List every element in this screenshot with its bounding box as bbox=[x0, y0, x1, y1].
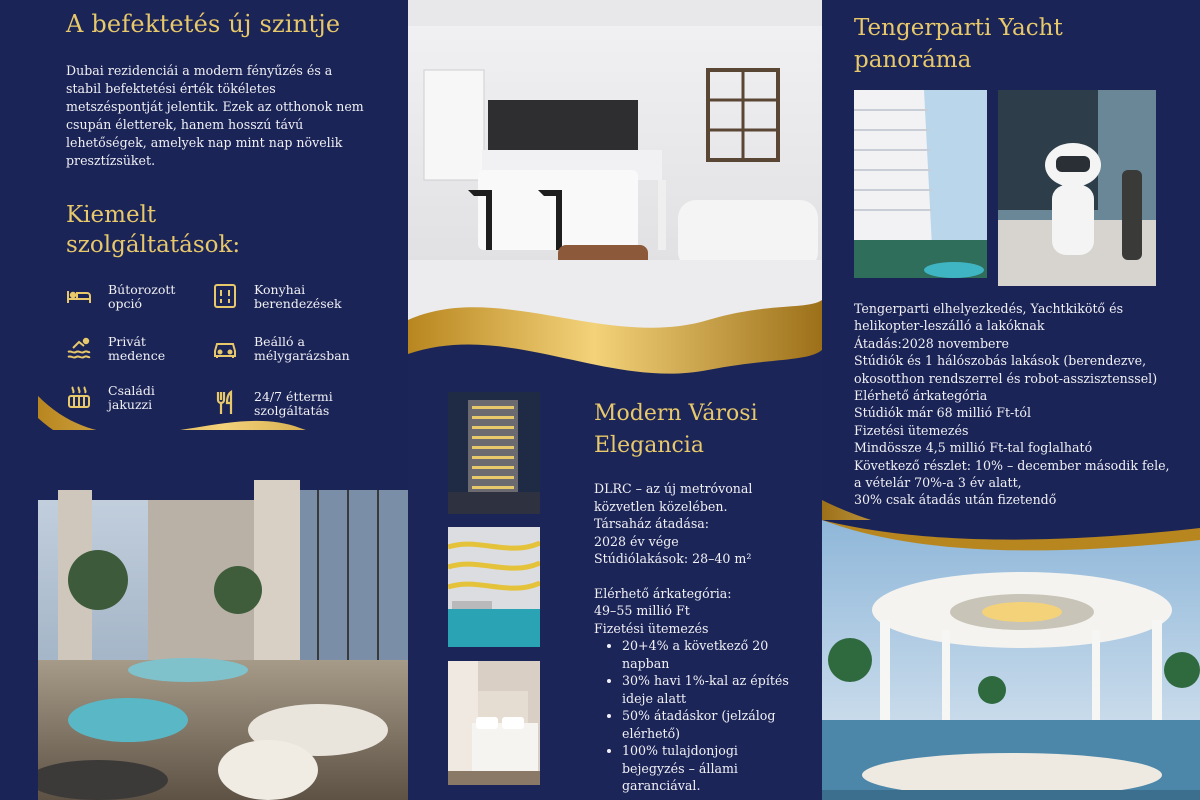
service-restaurant: 24/7 éttermi szolgáltatás bbox=[212, 390, 333, 418]
seaside-building-photo bbox=[854, 90, 987, 286]
gold-wave-decoration bbox=[408, 290, 822, 400]
car-icon bbox=[212, 335, 238, 361]
list-item: • 30% havi 1%-kal az építés ideje alatt bbox=[622, 672, 804, 707]
bedroom-photo bbox=[448, 661, 540, 785]
service-parking: Beálló a mélygarázsban bbox=[212, 335, 350, 363]
pool-facade-photo bbox=[448, 527, 540, 647]
list-item: • 100% tulajdonjogi bejegyzés – állami garanciával. bbox=[622, 742, 804, 795]
mid-text: DLRC – az új metróvonal közvetlen közelében. Társaház átadása: 2028 év vége Stúdiólakások: 28–40 m² Elérhető árkategória: 49–55 millió Ft Fizetési ütemezés • 20+4% a következő 20 napban • 30% havi 1%-kal az építés ideje alatt • 50% átadáskor (jelzálog elérhető) • 100% tulajdonjogi bejegyzés – állami garanciával. bbox=[594, 480, 804, 795]
tower-night-photo bbox=[448, 392, 540, 514]
living-kitchen-photo bbox=[408, 0, 822, 340]
right-panel bbox=[822, 0, 1200, 800]
intro-text: Dubai rezidenciái a modern fényűzés és a stabil befektetési érték tökéletes metszéspontját jelentik. Ezek az otthonok nem csupán életterek, hanem hosszú távú lehetőségek, amelyek nap mint nap növelik presztízsüket. bbox=[66, 63, 364, 168]
mid-title: Modern Városi Elegancia bbox=[594, 401, 758, 458]
service-jacuzzi: Családi jakuzzi bbox=[66, 384, 155, 412]
service-pool: Privát medence bbox=[66, 335, 165, 363]
spa-lounge-photo bbox=[38, 430, 408, 800]
left-panel bbox=[0, 0, 408, 800]
payment-list bbox=[594, 637, 804, 795]
bed-icon bbox=[66, 283, 92, 309]
pavilion-photo bbox=[822, 520, 1200, 800]
pool-icon bbox=[66, 335, 92, 361]
robot-assistant-photo bbox=[998, 90, 1156, 286]
middle-panel bbox=[408, 0, 822, 800]
list-item: • 50% átadáskor (jelzálog elérhető) bbox=[622, 707, 804, 742]
list-item: • 20+4% a következő 20 napban bbox=[622, 637, 804, 672]
kitchen-icon bbox=[212, 283, 238, 309]
service-kitchen: Konyhai berendezések bbox=[212, 283, 342, 311]
right-title: Tengerparti Yacht panoráma bbox=[854, 15, 1063, 73]
intro-title: A befektetés új szintje bbox=[66, 10, 341, 38]
service-furnished: Bútorozott opció bbox=[66, 283, 175, 311]
right-text: Tengerparti elhelyezkedés, Yachtkikötő és helikopter-leszálló a lakóknak Átadás:2028 novembere Stúdiók és 1 hálószobás lakások (berendezve, okosotthon rendszerrel és robot-asszisztenssel) Elérhető árkategória Stúdiók már 68 millió Ft-tól Fizetési ütemezés Mindössze 4,5 millió Ft-tal foglalható Következő részlet: 10% – december második fele, a vételár 70%-a 3 év alatt, 30% csak átadás után fizetendő bbox=[854, 301, 1170, 508]
services-title: Kiemelt szolgáltatások: bbox=[66, 202, 241, 258]
